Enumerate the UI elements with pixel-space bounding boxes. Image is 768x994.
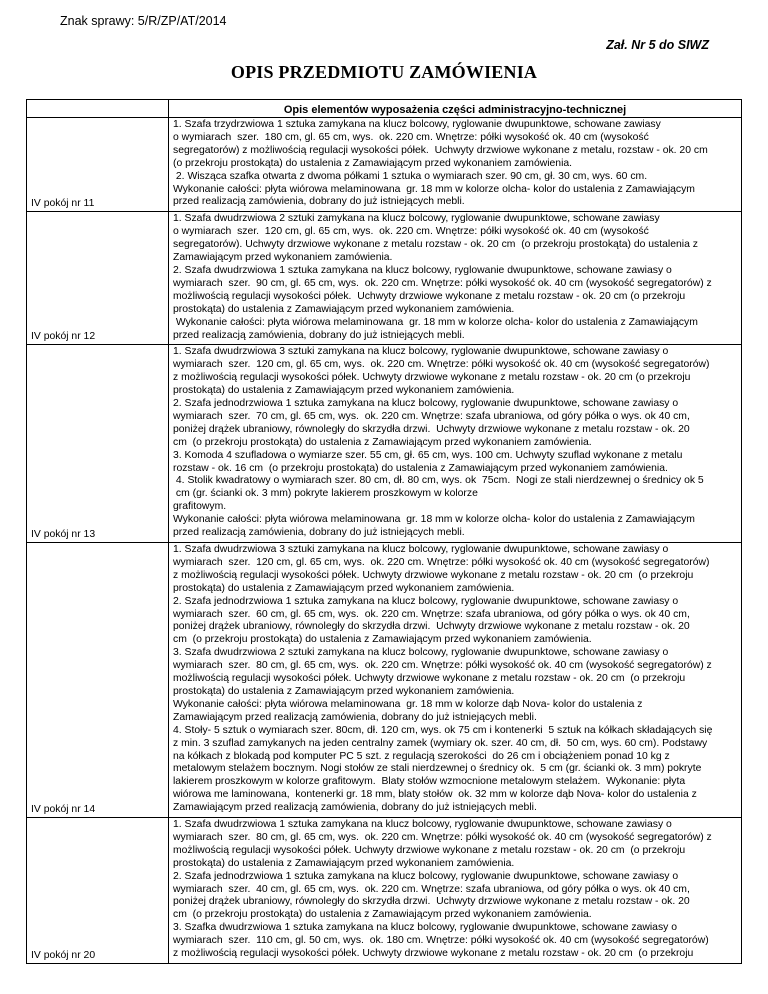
description-line: 4. Stoły- 5 sztuk o wymiarach szer. 80cm, dł. 120 cm, wys. ok 75 cm i kontenerki 5 sztuk na kółkach składających się	[173, 724, 713, 736]
description-line: 2. Wisząca szafka otwarta z dwoma półkami 1 sztuka o wymiarach szer. 90 cm, gł. 30 cm, wys. 60 cm.	[173, 170, 648, 182]
description-line: poniżej drążek ubraniowy, równoległy do skrzydła drzwi. Uchwyty drzwiowe wykonane z metalu rozstaw - ok. 20	[173, 621, 690, 633]
table-row	[27, 345, 742, 543]
table-row	[27, 818, 742, 964]
description-line: prostokąta) do ustalenia z Zamawiającym przed wykonaniem zamówienia.	[173, 303, 515, 315]
description-line: przed realizacją zamówienia, dobrany do już istniejących mebli.	[173, 196, 465, 208]
description-line: cm (gr. ścianki ok. 3 mm) pokryte lakierem proszkowym w kolorze	[173, 488, 478, 500]
table-body	[27, 118, 742, 964]
description-line: wymiarach szer. 40 cm, gl. 65 cm, wys. ok. 220 cm. Wnętrze: szafa ubraniowa, od góry półka o wys. ok 40 cm,	[173, 883, 690, 895]
description-line: 2. Szafa jednodrzwiowa 1 sztuka zamykana na klucz bolcowy, ryglowanie dwupunktowe, schowane zawiasy o	[173, 595, 679, 607]
description-line: grafitowym.	[173, 501, 227, 513]
description-line: 2. Szafa jednodrzwiowa 1 sztuka zamykana na klucz bolcowy, ryglowanie dwupunktowe, schowane zawiasy o	[173, 870, 679, 882]
description-line: możliwością regulacji wysokości półek. Uchwyty drzwiowe wykonane z metalu rozstaw - ok. 20 cm (o przekroju	[173, 673, 686, 685]
room-label: IV pokój nr 11	[27, 118, 169, 212]
description-line: prostokąta) do ustalenia z Zamawiającym przed wykonaniem zamówienia.	[173, 857, 515, 869]
attachment-label: Zał. Nr 5 do SIWZ	[606, 38, 709, 52]
description-line: 2. Szafa jednodrzwiowa 1 sztuka zamykana na klucz bolcowy, ryglowanie dwupunktowe, schowane zawiasy o	[173, 398, 679, 410]
description-line: 1. Szafa dwudrzwiowa 1 sztuka zamykana na klucz bolcowy, ryglowanie dwupunktowe, schowane zawiasy o	[173, 819, 672, 831]
room-label: IV pokój nr 20	[27, 818, 169, 964]
description-line: rozstaw - ok. 16 cm (o przekroju prostokąta) do ustalenia z Zamawiającym przed wykonaniem zamówienia.	[173, 462, 668, 474]
equipment-table	[26, 99, 742, 964]
description-line: o wymiarach szer. 180 cm, gl. 65 cm, wys. ok. 220 cm. Wnętrze: półki wysokość ok. 40 cm (wysokość	[173, 131, 649, 143]
description-line: poniżej drążek ubraniowy, równoległy do skrzydła drzwi. Uchwyty drzwiowe wykonane z metalu rozstaw - ok. 20	[173, 896, 690, 908]
description-line: Zamawiającym przed wykonaniem zamówienia.	[173, 252, 393, 264]
description-line: Zamawiającym przed realizacją zamówienia, dobrany do już istniejących mebli.	[173, 802, 537, 814]
description-line: 1. Szafa dwudrzwiowa 3 sztuki zamykana na klucz bolcowy, ryglowanie dwupunktowe, schowane zawiasy o	[173, 544, 669, 555]
description-line: segregatorów) z możliwością regulacji wysokości półek. Uchwyty drzwiowe wykonane z metalu, rozstaw - ok. 20 cm	[173, 144, 708, 156]
table-heading: Opis elementów wyposażenia części administracyjno-technicznej	[169, 100, 742, 118]
description-line: możliwością regulacji wysokości półek. Uchwyty drzwiowe wykonane z metalu rozstaw - ok. 20 cm (o przekroju	[173, 844, 686, 856]
description-line: Wykonanie całości: płyta wiórowa melaminowana gr. 18 mm w kolorze dąb Nova- kolor do ustalenia z	[173, 698, 643, 710]
room-label: IV pokój nr 14	[27, 543, 169, 818]
table-row	[27, 212, 742, 345]
description-line: Zamawiającym przed realizacją zamówienia, dobrany do już istniejących mebli.	[173, 711, 537, 723]
description-line: Wykonanie całości: płyta wiórowa melaminowana gr. 18 mm w kolorze olcha- kolor do ustalenia z Zamawiającym	[173, 316, 698, 328]
description-line: przed realizacją zamówienia, dobrany do już istniejących mebli.	[173, 527, 465, 539]
description-line: przed realizacją zamówienia, dobrany do już istniejących mebli.	[173, 329, 465, 341]
description-line: wymiarach szer. 90 cm, gl. 65 cm, wys. ok. 220 cm. Wnętrze: półki wysokość ok. 40 cm (wysokość segregatorów) z	[173, 277, 712, 289]
description-line: 3. Szafka dwudrzwiowa 1 sztuka zamykana na klucz bolcowy, ryglowanie dwupunktowe, schowane zawiasy o	[173, 922, 678, 934]
description-line: z możliwością regulacji wysokości półek. Uchwyty drzwiowe wykonane z metalu rozstaw - ok. 20 cm (o przekroju	[173, 372, 691, 384]
description-line: 3. Komoda 4 szufladowa o wymiarze szer. 55 cm, gł. 65 cm, wys. 100 cm. Uchwyty szuflad wykonane z metalu	[173, 449, 683, 461]
description-line: możliwością regulacji wysokości półek. Uchwyty drzwiowe wykonane z metalu rozstaw - ok. 20 cm (o przekroju	[173, 290, 686, 302]
description-line: wymiarach szer. 80 cm, gl. 65 cm, wys. ok. 220 cm. Wnętrze: półki wysokość ok. 40 cm (wysokość segregatorów) z	[173, 660, 712, 672]
description-line: wymiarach szer. 80 cm, gl. 65 cm, wys. ok. 220 cm. Wnętrze: półki wysokość ok. 40 cm (wysokość segregatorów) z	[173, 831, 712, 843]
room-label: IV pokój nr 13	[27, 345, 169, 543]
description-line: cm (o przekroju prostokąta) do ustalenia z Zamawiającym przed wykonaniem zamówienia.	[173, 909, 592, 921]
description-line: prostokąta) do ustalenia z Zamawiającym przed wykonaniem zamówienia.	[173, 385, 515, 397]
description-line: cm (o przekroju prostokąta) do ustalenia z Zamawiającym przed wykonaniem zamówienia.	[173, 436, 592, 448]
case-number: Znak sprawy: 5/R/ZP/AT/2014	[60, 14, 227, 28]
table-row	[27, 118, 742, 212]
description-line: segregatorów). Uchwyty drzwiowe wykonane z metalu rozstaw - ok. 20 cm (o przekroju prostokąta) do ustalenia z	[173, 239, 698, 251]
description-line: na kółkach z blokadą pod komputer PC 5 szt. z regulacją szerokości do 26 cm i obciążeniem ponad 10 kg z	[173, 750, 670, 762]
description-line: wymiarach szer. 120 cm, gl. 65 cm, wys. ok. 220 cm. Wnętrze: półki wysokość ok. 40 cm (wysokość segregatorów)	[173, 556, 710, 568]
description-line: 1. Szafa trzydrzwiowa 1 sztuka zamykana na klucz bolcowy, ryglowanie dwupunktowe, schowane zawiasy	[173, 119, 661, 130]
description-line: Wykonanie całości: płyta wiórowa melaminowana gr. 18 mm w kolorze olcha- kolor do ustalenia z Zamawiającym	[173, 514, 695, 526]
description-line: poniżej drążek ubraniowy, równoległy do skrzydła drzwi. Uchwyty drzwiowe wykonane z metalu rozstaw - ok. 20	[173, 423, 690, 435]
room-description	[169, 543, 742, 818]
description-line: z min. 3 szuflad zamykanych na jeden centralny zamek (wymiary ok. szer. 40 cm, dł. 50 cm, wys. 60 cm). Podstawy	[173, 737, 708, 749]
description-line: wymiarach szer. 110 cm, gl. 50 cm, wys. ok. 180 cm. Wnętrze: półki wysokość ok. 40 cm (wysokość segregatorów)	[173, 935, 709, 947]
room-description	[169, 345, 742, 543]
room-label: IV pokój nr 12	[27, 212, 169, 345]
description-line: wiórowa me laminowana, kontenerki gr. 18 mm, blaty stołów ok. 32 mm w kolorze dąb Nova- kolor do ustalenia z	[173, 789, 697, 801]
description-line: wymiarach szer. 120 cm, gl. 65 cm, wys. ok. 220 cm. Wnętrze: półki wysokość ok. 40 cm (wysokość segregatorów)	[173, 359, 710, 371]
description-line: wymiarach szer. 60 cm, gl. 65 cm, wys. ok. 220 cm. Wnętrze: szafa ubraniowa, od góry półka o wys. ok 40 cm,	[173, 608, 690, 620]
table-row	[27, 543, 742, 818]
room-description	[169, 818, 742, 964]
room-description	[169, 118, 742, 212]
description-line: (o przekroju prostokąta) do ustalenia z Zamawiającym przed wykonaniem zamówienia.	[173, 157, 573, 169]
description-line: 4. Stolik kwadratowy o wymiarach szer. 80 cm, dł. 80 cm, wys. ok 75cm. Nogi ze stali nierdzewnej o średnicy ok 5	[173, 475, 704, 487]
description-line: z możliwością regulacji wysokości półek. Uchwyty drzwiowe wykonane z metalu rozstaw - ok. 20 cm (o przekroju	[173, 948, 694, 960]
description-line: lakierem proszkowym w kolorze grafitowym. Blaty stołów wzmocnione metalowym stelażem. Wykonanie: płyta	[173, 776, 686, 788]
description-line: z możliwością regulacji wysokości półek. Uchwyty drzwiowe wykonane z metalu rozstaw - ok. 20 cm (o przekroju	[173, 569, 694, 581]
description-line: 1. Szafa dwudrzwiowa 2 sztuki zamykana na klucz bolcowy, ryglowanie dwupunktowe, schowane zawiasy	[173, 213, 660, 225]
description-line: prostokąta) do ustalenia z Zamawiającym przed wykonaniem zamówienia.	[173, 685, 515, 697]
description-line: cm (o przekroju prostokąta) do ustalenia z Zamawiającym przed wykonaniem zamówienia.	[173, 634, 592, 646]
room-description	[169, 212, 742, 345]
description-line: metalowym stelażem bocznym. Nogi stołów ze stali nierdzewnej o średnicy ok. 5 cm (gr. ścianki ok. 3 mm) pokryte	[173, 763, 702, 775]
description-line: prostokąta) do ustalenia z Zamawiającym przed wykonaniem zamówienia.	[173, 582, 515, 594]
table-header-blank	[27, 100, 169, 118]
description-line: 3. Szafa dwudrzwiowa 2 sztuki zamykana na klucz bolcowy, ryglowanie dwupunktowe, schowane zawiasy o	[173, 647, 669, 659]
description-line: 2. Szafa dwudrzwiowa 1 sztuka zamykana na klucz bolcowy, ryglowanie dwupunktowe, schowane zawiasy o	[173, 264, 672, 276]
description-line: Wykonanie całości: płyta wiórowa melaminowana gr. 18 mm w kolorze olcha- kolor do ustalenia z Zamawiającym	[173, 183, 695, 195]
description-line: wymiarach szer. 70 cm, gl. 65 cm, wys. ok. 220 cm. Wnętrze: szafa ubraniowa, od góry półka o wys. ok 40 cm,	[173, 410, 690, 422]
table-header-row	[27, 100, 742, 118]
description-line: 1. Szafa dwudrzwiowa 3 sztuki zamykana na klucz bolcowy, ryglowanie dwupunktowe, schowane zawiasy o	[173, 346, 669, 358]
page-title: OPIS PRZEDMIOTU ZAMÓWIENIA	[230, 62, 538, 82]
description-line: o wymiarach szer. 120 cm, gl. 65 cm, wys. ok. 220 cm. Wnętrze: półki wysokość ok. 40 cm (wysokość	[173, 226, 649, 238]
